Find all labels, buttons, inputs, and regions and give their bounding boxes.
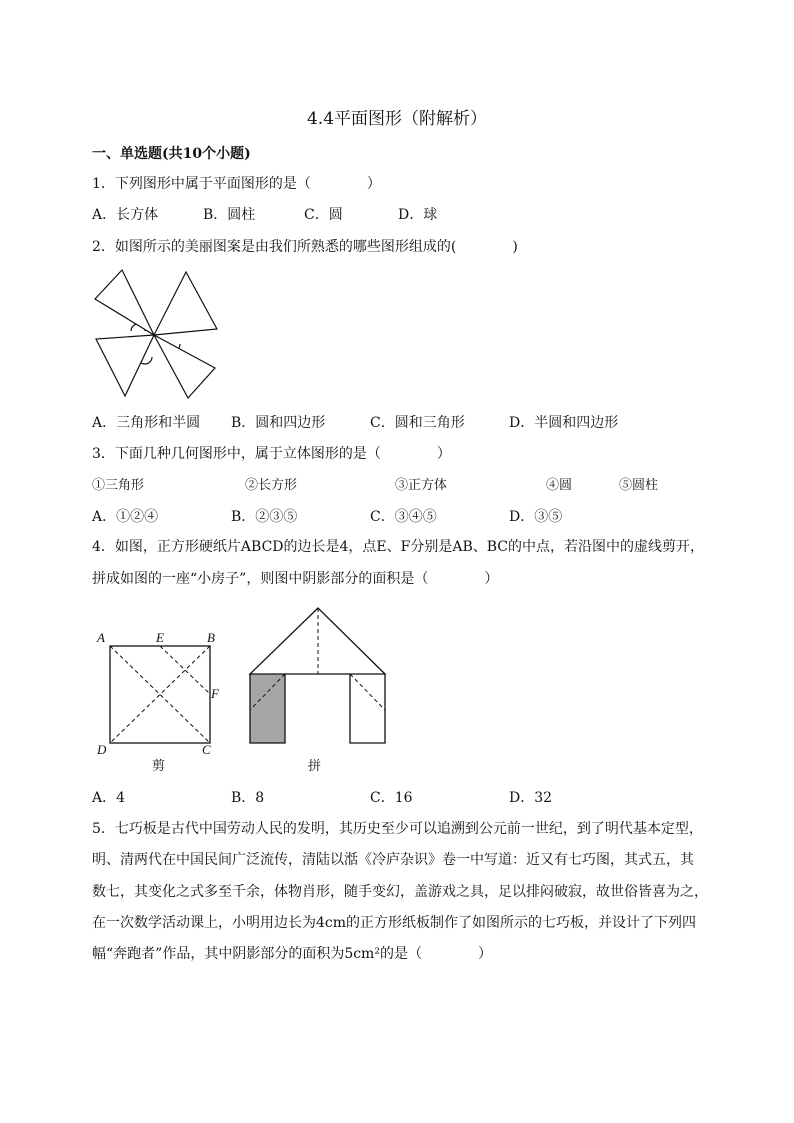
q4-option-c: C．16 [370,790,413,806]
q1-option-a: A．长方体 [92,207,159,223]
house-right-wall [350,674,385,743]
right-wall-dashed-line [350,674,385,710]
q3-option-d: D．③⑤ [509,509,563,525]
diagonal-ac [110,646,210,743]
question-5-line-2: 明、清两代在中国民间广泛流传，清陆以湉《冷庐杂识》卷一中写道：近又有七巧图，其式五，其 [92,852,694,868]
q3-option-a: A．①②④ [92,509,159,525]
q3-item-5: ⑤圆柱 [619,478,659,493]
q4-option-d: D．32 [509,790,553,806]
label-c: C [202,742,211,757]
pinwheel-triangle-bottom-right [154,335,215,398]
q3-item-1: ①三角形 [92,478,145,493]
label-b: B [207,630,215,645]
q4-option-a: A．4 [92,790,126,806]
question-5-line-5: 幅“奔跑者”作品，其中阴影部分的面积为5cm²的是（ ） [92,946,492,962]
question-5-line-4: 在一次数学活动课上，小明用边长为4cm的正方形纸板制作了如图所示的七巧板，并设计了下列四 [92,915,697,931]
section-heading: 一、单选题(共10个小题) [92,146,251,162]
q2-option-d: D．半圆和四边形 [509,415,619,431]
square-abcd-figure [110,646,210,743]
label-f: F [211,686,219,701]
q1-option-b: B．圆柱 [203,207,256,223]
q4-option-b: B．8 [231,790,265,806]
question-4-line-2: 拼成如图的一座“小房子”，则图中阴影部分的面积是（ ） [92,571,499,587]
q2-option-a: A．三角形和半圆 [92,415,201,431]
q3-item-2: ②长方形 [245,478,298,493]
square-abcd [110,646,210,743]
question-4-line-1: 4．如图，正方形硬纸片ABCD的边长是4，点E、F分别是AB、BC的中点，若沿图中的虚线剪开， [92,539,704,555]
q3-option-c: C．③④⑤ [370,509,437,525]
pinwheel-figure [95,270,217,398]
pinwheel-triangle-top-right [154,272,217,335]
caption-cut: 剪 [152,759,166,774]
page-title: 4.4平面图形（附解析） [306,109,488,129]
q3-option-b: B．②③⑤ [231,509,298,525]
diagonal-bd [110,646,210,743]
q3-item-4: ④圆 [546,478,573,493]
caption-join: 拼 [308,759,322,774]
q2-option-b: B．圆和四边形 [231,415,326,431]
q3-item-3: ③正方体 [395,478,448,493]
question-3-stem: 3．下面几种几何图形中，属于立体图形的是（ ） [92,446,451,462]
pinwheel-triangle-bottom-left [96,335,154,396]
q2-option-c: C．圆和三角形 [370,415,465,431]
label-d: D [97,742,107,757]
question-2-stem: 2．如图所示的美丽图案是由我们所熟悉的哪些图形组成的( ) [92,239,518,255]
question-5-line-1: 5．七巧板是古代中国劳动人民的发明，其历史至少可以追溯到公元前一世纪，到了明代基本定型， [92,821,703,837]
question-1-stem: 1．下列图形中属于平面图形的是（ ） [92,176,381,192]
q1-option-c: C．圆 [304,207,343,223]
house-figure [250,608,385,743]
q1-option-d: D．球 [398,207,438,223]
shaded-region [250,674,285,743]
question-5-line-3: 数七，其变化之式多至千余，体物肖形，随手变幻，盖游戏之具，足以排闷破寂，故世俗皆喜为之， [92,884,708,900]
label-a: A [97,630,105,645]
label-e: E [156,630,164,645]
pinwheel-triangle-top-left [95,270,154,335]
